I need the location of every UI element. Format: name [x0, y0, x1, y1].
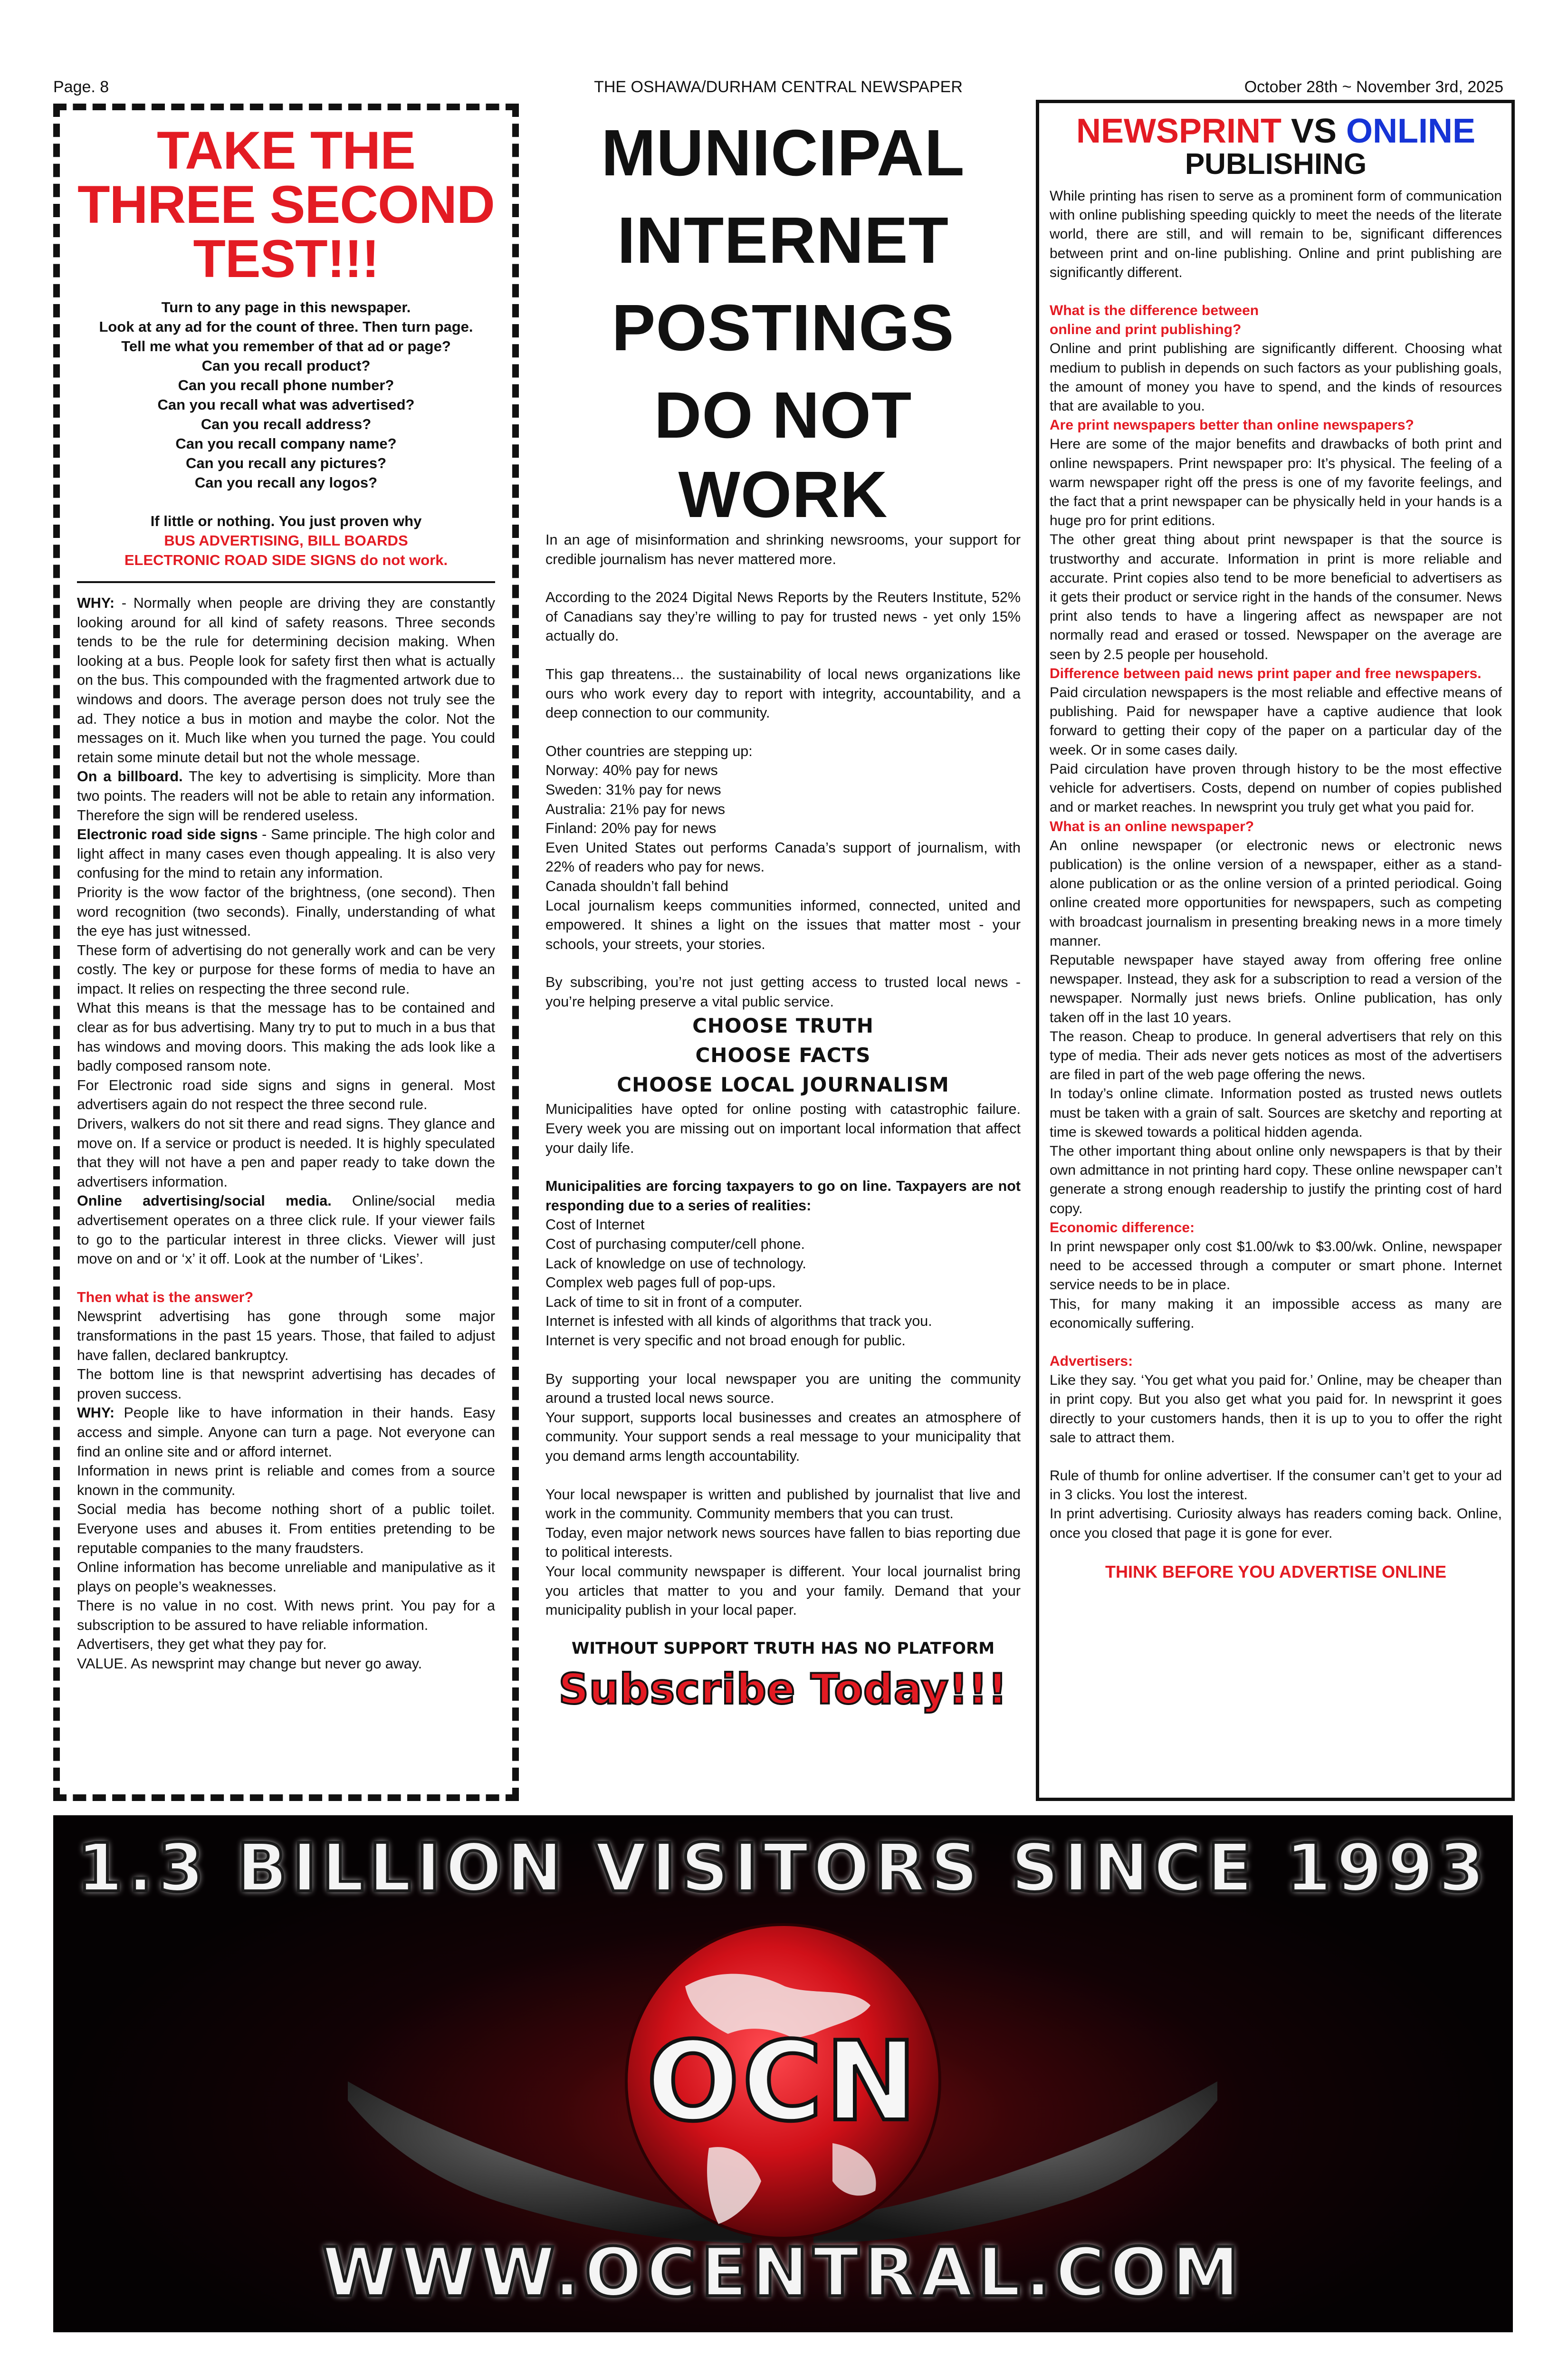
newspaper-name: THE OSHAWA/DURHAM CENTRAL NEWSPAPER — [594, 78, 963, 96]
paragraph: While printing has risen to serve as a prominent form of communication with online publishing speeding quickly to meet the needs of the literate world, there are still, and will remain to be, significant differences between print and on-line publishing. Online and print publishing are significantly different. — [1050, 188, 1502, 280]
page-header — [53, 76, 1503, 98]
left-article-body — [77, 594, 495, 1674]
title-online: ONLINE — [1346, 112, 1476, 150]
conclusion-line: If little or nothing. You just proven why — [150, 513, 422, 529]
paragraph: In an age of misinformation and shrinking newsrooms, your support for credible journalism has never mattered more. — [545, 532, 1021, 567]
paragraph: Online information has become unreliable and manipulative as it plays on people’s weaknesses. — [77, 1559, 495, 1595]
paragraph: Canada shouldn’t fall behind — [545, 878, 728, 894]
conclusion-red-line: ELECTRONIC ROAD SIDE SIGNS do not work. — [124, 552, 448, 568]
paragraph: Advertisers, they get what they pay for. — [77, 1636, 327, 1653]
article-body-continued — [545, 1100, 1021, 1619]
paragraph: Priority is the wow factor of the brightness, (one second). Then word recognition (two seconds). Finally, understanding of what the eye has just witnessed. — [77, 884, 495, 939]
list-item: Internet is very specific and not broad enough for public. — [545, 1332, 906, 1349]
three-second-test-box — [53, 104, 519, 1801]
section-heading: online and print publishing? — [1050, 322, 1242, 338]
instruction-line: Can you recall any pictures? — [185, 455, 387, 471]
paragraph: By subscribing, you’re not just getting access to trusted local news - you’re helping preserve a vital public service. — [545, 974, 1021, 1010]
section-heading: What is the difference between — [1050, 303, 1259, 319]
instruction-line: Can you recall product? — [201, 357, 371, 374]
headline-line: WORK — [678, 458, 888, 531]
paragraph: Your support, supports local businesses and creates an atmosphere of community. Your support sends a real message to your municipality that you demand arms length accountability. — [545, 1409, 1021, 1464]
title-line: TEST!!! — [193, 229, 379, 288]
paragraph: Paid circulation have proven through history to be the most effective vehicle for advertisers. Costs, depend on number of copies published and or market reaches. In newsprint you truly get what you paid for. — [1050, 761, 1502, 815]
slogan-line: CHOOSE LOCAL JOURNALISM — [617, 1073, 949, 1097]
paragraph: Drivers, walkers do not sit there and read signs. They glance and move on. If a service or product is needed. It is highly speculated that they will not have a pen and paper ready to take down the advertisers information. — [77, 1116, 495, 1190]
article-body — [545, 530, 1021, 1011]
list-item: Other countries are stepping up: — [545, 743, 753, 759]
paragraph: Paid circulation newspapers is the most reliable and effective means of publishing. Paid for newspaper have a captive audience that look forward to getting their copy of the paper on a particular day of the week. Or in some cases daily. — [1050, 685, 1502, 758]
banner-visitors-headline: 1.3 BILLION VISITORS SINCE 1993 — [76, 1830, 1490, 1907]
title-line: TAKE THE — [157, 121, 415, 180]
online-ad-text: Online/social media advertisement operates on a three click rule. If your viewer fails to go to the particular interest in three clicks. Viewer will just move on and or ‘x’ it off. Look at the number of ‘Likes’. — [77, 1193, 496, 1267]
paragraph: Rule of thumb for online advertiser. If the consumer can’t get to your ad in 3 clicks. You lost the interest. — [1050, 1468, 1502, 1503]
paragraph: Your local community newspaper is different. Your local journalist bring you articles that matter to you and your family. Demand that your municipality publish in your local paper. — [545, 1563, 1021, 1619]
box-title — [1050, 113, 1502, 150]
paragraph: In print newspaper only cost $1.00/wk to $3.00/wk. Online, newspaper need to be accessed through a computer or smart phone. Internet service needs to be in place. — [1050, 1238, 1502, 1293]
list-item: Lack of knowledge on use of technology. — [545, 1255, 806, 1272]
paragraph — [77, 825, 495, 883]
instruction-line: Can you recall company name? — [175, 435, 397, 452]
list-item: Sweden: 31% pay for news — [545, 781, 721, 798]
why-label: WHY: — [77, 595, 115, 611]
paragraph: By supporting your local newspaper you are uniting the community around a trusted local news source. — [545, 1370, 1021, 1407]
section-heading: Economic difference: — [1050, 1219, 1195, 1236]
paragraph: This gap threatens... the sustainability of local news organizations like ours who work every day to report with integrity, accountability, and a deep connection to our community. — [545, 666, 1021, 721]
list-item: Finland: 20% pay for news — [545, 820, 717, 837]
section-heading: Are print newspapers better than online newspapers? — [1050, 417, 1414, 433]
paragraph — [77, 1403, 495, 1461]
municipal-postings-article — [545, 109, 1021, 1806]
box-body — [1050, 187, 1502, 1543]
answer-heading: Then what is the answer? — [77, 1289, 254, 1305]
why-text: People like to have information in their hands. Easy access and simple. Anyone can turn a page. Not everyone can find an online site and or afford internet. — [77, 1405, 495, 1460]
headline-line: POSTINGS — [612, 291, 955, 364]
no-support-tagline: WITHOUT SUPPORT TRUTH HAS NO PLATFORM — [571, 1638, 995, 1658]
think-before-advertising: THINK BEFORE YOU ADVERTISE ONLINE — [1105, 1562, 1447, 1581]
billboard-label: On a billboard. — [77, 768, 183, 785]
headline-line: INTERNET — [617, 204, 949, 277]
why-label: WHY: — [77, 1405, 115, 1421]
title-vs: VS — [1281, 112, 1347, 150]
paragraph: Social media has become nothing short of a public toilet. Everyone uses and abuses it. From entities pretending to be reputable companies to the many fraudsters. — [77, 1501, 495, 1556]
paragraph: Newsprint advertising has gone through some major transformations in the past 15 years. Those, that failed to adjust have fallen, declared bankruptcy. — [77, 1308, 495, 1363]
paragraph: An online newspaper (or electronic news or electronic news publication) is the online version of a newspaper, either as a stand-alone publication or as the online version of a printed periodical. Going online created more opportunities for newspapers, such as competing with broadcast journalism in presenting breaking news in a more timely manner. — [1050, 837, 1502, 949]
list-item: Cost of Internet — [545, 1217, 645, 1233]
choose-slogans — [545, 1011, 1021, 1100]
title-newsprint: NEWSPRINT — [1076, 112, 1281, 150]
list-item: Australia: 21% pay for news — [545, 801, 726, 817]
instruction-line: Turn to any page in this newspaper. — [161, 299, 411, 316]
paragraph: Like they say. ‘You get what you paid for.’ Online, may be cheaper than in print copy. But you also get what you paid for. In newsprint it goes directly to your customers hands, then it is up to you to offer the right sale to attract them. — [1050, 1372, 1502, 1446]
paragraph: According to the 2024 Digital News Reports by the Reuters Institute, 52% of Canadians say they’re willing to pay for trusted news - yet only 15% actually do. — [545, 589, 1021, 644]
subscribe-today-callout: Subscribe Today!!! — [558, 1664, 1008, 1714]
billboard-text: The key to advertising is simplicity. More than two points. The readers will not be able to retain any information. Therefore the sign will be rendered useless. — [77, 768, 496, 824]
road-signs-text: - Same principle. The high color and light affect in many cases even though appealing. It is also very confusing for the mind to retain any information. — [77, 826, 496, 881]
paragraph: Information in news print is reliable and comes from a source known in the community. — [77, 1463, 495, 1498]
headline-line: MUNICIPAL — [601, 116, 965, 190]
paragraph: The other important thing about online only newspapers is that by their own admittance in not printing hard copy. These online newspaper can’t generate a strong enough readership to justify the printing cost of hard copy. — [1050, 1143, 1502, 1217]
why-text: - Normally when people are driving they are constantly looking around for all kind of safety reasons. Three seconds tends to be the rule for determining decision making. When looking at a bus. People look for safety first then what is actually on the bus. This compounded with the fragmented artwork due to windows and doors. The average person does not truly see the ad. They notice a bus in motion and maybe the color. Not the messages on it. Much like when you turned the page. You could retain some minute detail but not the whole message. — [77, 595, 495, 766]
paragraph: Municipalities have opted for online posting with catastrophic failure. Every week you are missing out on important local information that affect your daily life. — [545, 1101, 1021, 1156]
road-signs-label: Electronic road side signs — [77, 826, 258, 843]
paragraph: The reason. Cheap to produce. In general advertisers that rely on this type of media. Their ads never gets notices as most of the advertisers are filed in part of the web page offering the news. — [1050, 1028, 1502, 1083]
paragraph: VALUE. As newsprint may change but never go away. — [77, 1656, 422, 1672]
three-second-test-title — [77, 121, 495, 288]
ocn-banner-ad[interactable] — [53, 1815, 1513, 2332]
box-subtitle: PUBLISHING — [1185, 148, 1367, 181]
paragraph: This, for many making it an impossible access as many are economically suffering. — [1050, 1296, 1502, 1331]
paragraph: For Electronic road side signs and signs in general. Most advertisers again do not respect the three second rule. — [77, 1077, 495, 1113]
title-line: THREE SECOND — [77, 175, 495, 234]
instruction-line: Can you recall any logos? — [194, 474, 378, 491]
paragraph: Your local newspaper is written and published by journalist that live and work in the community. Community members that you can trust. — [545, 1486, 1021, 1522]
list-item: Cost of purchasing computer/cell phone. — [545, 1236, 805, 1253]
paragraph — [77, 1191, 495, 1268]
conclusion-red-line: BUS ADVERTISING, BILL BOARDS — [164, 532, 408, 549]
list-item: Internet is infested with all kinds of algorithms that track you. — [545, 1313, 932, 1330]
paragraph — [77, 767, 495, 825]
paragraph — [77, 594, 495, 767]
instruction-line: Tell me what you remember of that ad or page? — [121, 338, 451, 354]
paragraph: Reputable newspaper have stayed away from offering free online newspaper. Instead, they ask for a subscription to read a version of the newspaper. Normally just news briefs. Online publication, has only taken off in the last 10 years. — [1050, 952, 1502, 1025]
list-item: Complex web pages full of pop-ups. — [545, 1274, 776, 1291]
newsprint-vs-online-box — [1036, 100, 1515, 1801]
paragraph: What this means is that the message has to be contained and clear as for bus advertising. Many try to put to much in a bus that has windows and moving doors. This making the ads look like a badly composed ransom note. — [77, 1000, 495, 1074]
ocn-logo-text: OCN — [646, 2019, 920, 2146]
instruction-line: Can you recall what was advertised? — [157, 396, 415, 413]
list-item: Lack of time to sit in front of a computer. — [545, 1293, 803, 1310]
paragraph: There is no value in no cost. With news print. You pay for a subscription to be assured to have reliable information. — [77, 1598, 495, 1633]
bold-paragraph: Municipalities are forcing taxpayers to go on line. Taxpayers are not responding due to a series of realities: — [545, 1178, 1021, 1214]
paragraph: Even United States out performs Canada’s support of journalism, with 22% of readers who pay for news. — [545, 839, 1021, 875]
paragraph: Local journalism keeps communities informed, connected, united and empowered. It shines a light on the issues that matter most - your schools, your streets, your stories. — [545, 897, 1021, 952]
test-conclusion — [77, 511, 495, 570]
paragraph: In today’s online climate. Information posted as trusted news outlets must be taken with a grain of salt. Sources are sketchy and reporting at time is skewed towards a political hidden agenda. — [1050, 1086, 1502, 1140]
paragraph: In print advertising. Curiosity always has readers coming back. Online, once you closed that page it is gone for ever. — [1050, 1506, 1502, 1541]
paragraph: These form of advertising do not generally work and can be very costly. The key or purpose for these forms of media to have an impact. It relies on respecting the three second rule. — [77, 942, 495, 997]
paragraph: Here are some of the major benefits and drawbacks of both print and online newspapers. Print newspaper pro: It’s physical. The feeling of a warm newspaper right off the press is one of my favorite feelings, and the fact that a print newspaper can be physically held in your hands is a huge pro for print editions. — [1050, 436, 1502, 529]
online-ad-label: Online advertising/social media. — [77, 1193, 332, 1209]
paragraph: The bottom line is that newsprint advertising has decades of proven success. — [77, 1366, 495, 1402]
section-heading: What is an online newspaper? — [1050, 818, 1254, 834]
headline-line: DO NOT — [654, 379, 912, 452]
page-number: Page. 8 — [53, 78, 109, 96]
section-heading: Difference between paid news print paper and free newspapers. — [1050, 665, 1482, 681]
instruction-line: Can you recall address? — [201, 416, 372, 432]
list-item: Norway: 40% pay for news — [545, 762, 718, 779]
instruction-line: Can you recall phone number? — [178, 377, 394, 393]
banner-website-url[interactable]: WWW.OCENTRAL.COM — [322, 2233, 1244, 2312]
divider — [77, 581, 495, 583]
section-heading: Advertisers: — [1050, 1353, 1133, 1369]
issue-date: October 28th ~ November 3rd, 2025 — [1244, 78, 1503, 96]
slogan-line: CHOOSE FACTS — [695, 1044, 871, 1067]
test-instructions — [77, 297, 495, 492]
paragraph: Today, even major network news sources have fallen to bias reporting due to political interests. — [545, 1524, 1021, 1561]
article-headline — [545, 109, 1021, 530]
paragraph: Online and print publishing are significantly different. Choosing what medium to publish in depends on such factors as your publishing goals, the amount of money you have to spend, and the kinds of resources that are available to you. — [1050, 341, 1502, 414]
slogan-line: CHOOSE TRUTH — [692, 1014, 874, 1038]
instruction-line: Look at any ad for the count of three. Then turn page. — [99, 318, 473, 335]
paragraph: The other great thing about print newspaper is that the source is trustworthy and accurate. Information in print is more reliable and accurate. Print copies also tend to be more beneficial to advertisers as it gets their product or service right in the hands of the consumer. News print also tends to have a lingering affect as newspaper are not normally read and erased or tossed. Newspaper on the average are seen by 2.5 people per household. — [1050, 532, 1502, 662]
